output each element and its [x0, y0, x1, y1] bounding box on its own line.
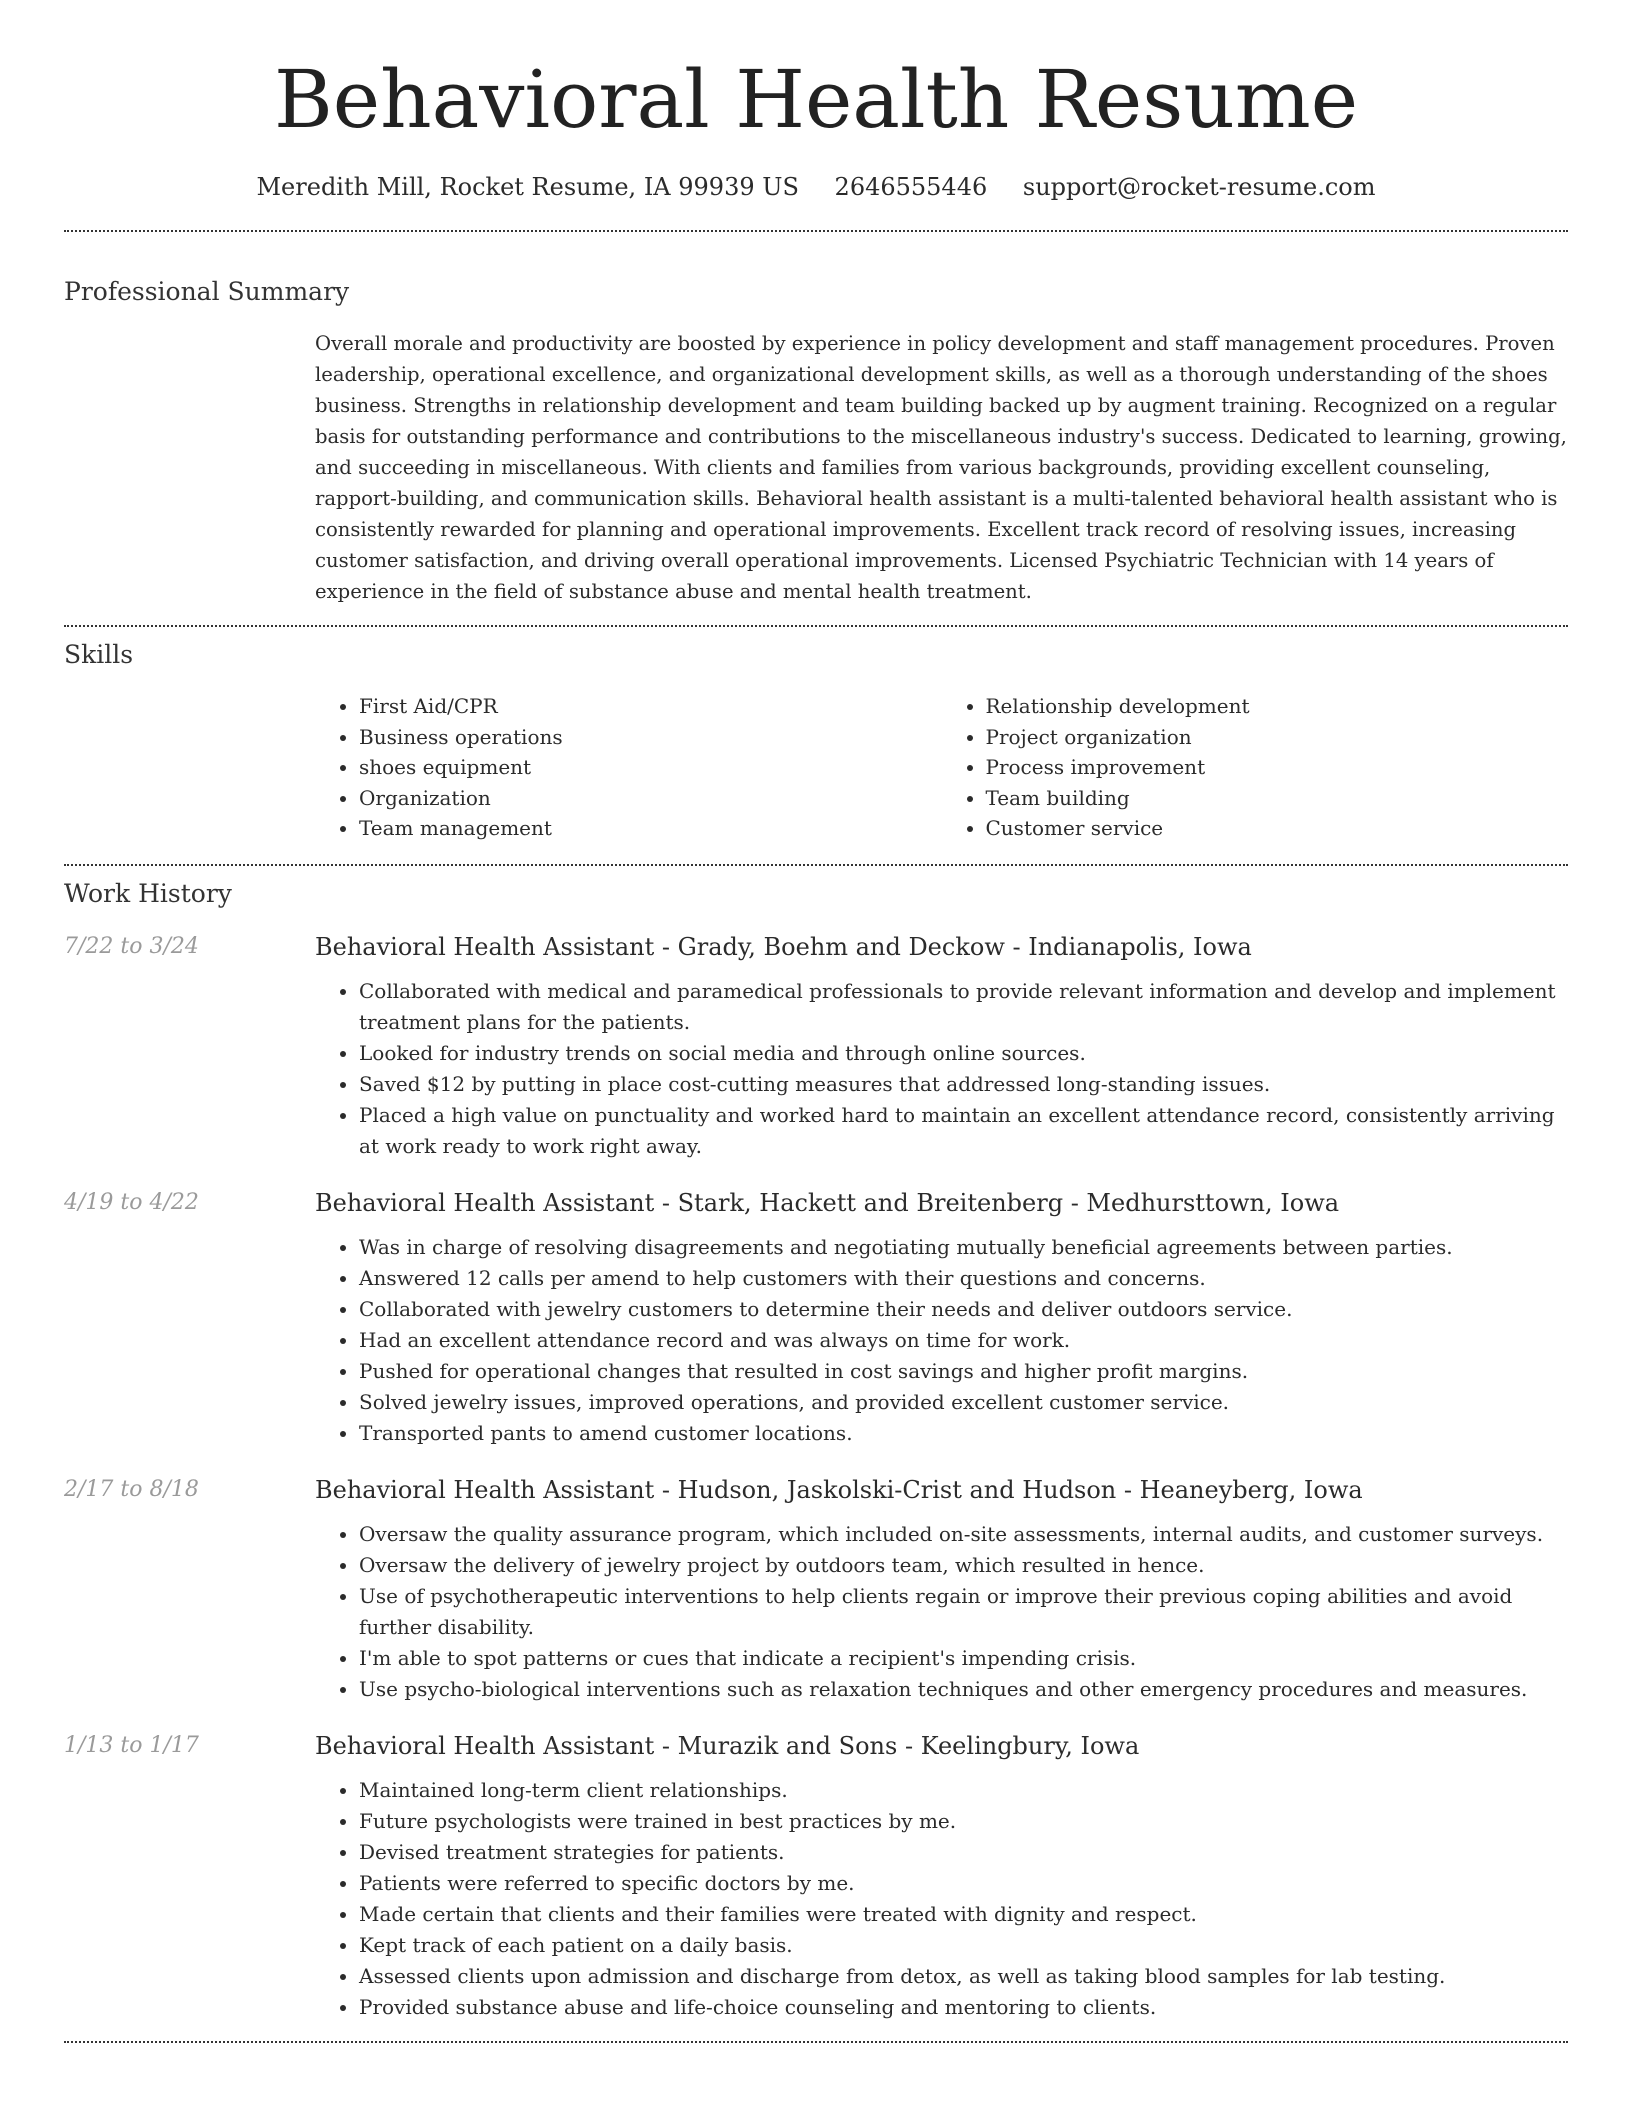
resume-title: Behavioral Health Resume: [273, 53, 1359, 146]
job-date: 7/22 to 3/24: [64, 933, 199, 959]
job-bullets: [315, 976, 1568, 1162]
skill-item: • shoes equipment: [359, 752, 942, 783]
job-bullet: • Use psycho-biological interventions such as relaxation techniques and other emergency procedures and measures.: [359, 1674, 1568, 1705]
skills-columns: [315, 691, 1568, 844]
job-bullet: • Transported pants to amend customer locations.: [359, 1418, 1568, 1449]
job-bullet: • Provided substance abuse and life-choice counseling and mentoring to clients.: [359, 1992, 1568, 2023]
job-bullets: [315, 1775, 1568, 2023]
job-entry: [64, 1729, 1568, 2023]
skills-list-right: [942, 691, 1569, 844]
section-divider: [64, 625, 1568, 627]
section-heading-work-history: Work History: [64, 878, 232, 908]
skill-item: • Organization: [359, 783, 942, 814]
job-bullet: • Assessed clients upon admission and discharge from detox, as well as taking blood samples for lab testing.: [359, 1961, 1568, 1992]
job-entry: [64, 930, 1568, 1162]
job-bullet: • Maintained long-term client relationships.: [359, 1775, 1568, 1806]
contact-line: [64, 170, 1568, 204]
job-date: 1/13 to 1/17: [64, 1732, 199, 1758]
job-bullets: [315, 1519, 1568, 1705]
summary-text: Overall morale and productivity are boosted by experience in policy development and staff management procedures. Proven leadership, operational excellence, and organizational development skills, as well as a thorough understanding of the shoes business. Strengths in relationship development and team building backed up by augment training. Recognized on a regular basis for outstanding performance and contributions to the miscellaneous industry's success. Dedicated to learning, growing, and succeeding in miscellaneous. With clients and families from various backgrounds, providing excellent counseling, rapport-building, and communication skills. Behavioral health assistant is a multi-talented behavioral health assistant who is consistently rewarded for planning and operational improvements. Excellent track record of resolving issues, increasing customer satisfaction, and driving overall operational improvements. Licensed Psychiatric Technician with 14 years of experience in the field of substance abuse and mental health treatment.: [315, 332, 1567, 603]
skill-item: • Business operations: [359, 722, 942, 753]
section-heading-summary: Professional Summary: [64, 277, 350, 306]
job-bullet: • Saved $12 by putting in place cost-cutting measures that addressed long-standing issues.: [359, 1069, 1568, 1100]
job-bullet: • Patients were referred to specific doctors by me.: [359, 1868, 1568, 1899]
job-bullet: • Kept track of each patient on a daily basis.: [359, 1930, 1568, 1961]
skill-item: • Relationship development: [986, 691, 1569, 722]
job-bullet: • Solved jewelry issues, improved operations, and provided excellent customer service.: [359, 1387, 1568, 1418]
job-heading: Behavioral Health Assistant - Stark, Hackett and Breitenberg - Medhursttown, Iowa: [315, 1188, 1340, 1217]
contact-email: support@rocket-resume.com: [1022, 173, 1376, 201]
job-bullet: • Pushed for operational changes that resulted in cost savings and higher profit margins.: [359, 1356, 1568, 1387]
job-date: 4/19 to 4/22: [64, 1189, 199, 1215]
section-divider: [64, 230, 1568, 232]
job-bullet: • Was in charge of resolving disagreements and negotiating mutually beneficial agreements between parties.: [359, 1232, 1568, 1263]
section-divider: [64, 2041, 1568, 2043]
work-history-section: [64, 878, 1568, 2023]
job-bullet: • Future psychologists were trained in best practices by me.: [359, 1806, 1568, 1837]
job-bullet: • Use of psychotherapeutic interventions to help clients regain or improve their previous coping abilities and avoid further disability.: [359, 1581, 1568, 1643]
job-bullet: • Placed a high value on punctuality and worked hard to maintain an excellent attendance record, consistently arriving at work ready to work right away.: [359, 1100, 1568, 1162]
job-bullets: [315, 1232, 1568, 1449]
job-bullet: • Made certain that clients and their families were treated with dignity and respect.: [359, 1899, 1568, 1930]
section-divider: [64, 864, 1568, 866]
job-entry: [64, 1473, 1568, 1705]
contact-address: Meredith Mill, Rocket Resume, IA 99939 US: [256, 173, 799, 201]
job-bullet: • I'm able to spot patterns or cues that indicate a recipient's impending crisis.: [359, 1643, 1568, 1674]
resume-page: [64, 0, 1568, 2043]
job-bullet: • Had an excellent attendance record and was always on time for work.: [359, 1325, 1568, 1356]
job-bullet: • Answered 12 calls per amend to help customers with their questions and concerns.: [359, 1263, 1568, 1294]
professional-summary-section: [64, 276, 1568, 607]
skill-item: • Process improvement: [986, 752, 1569, 783]
skill-item: • First Aid/CPR: [359, 691, 942, 722]
job-bullet: • Devised treatment strategies for patients.: [359, 1837, 1568, 1868]
contact-phone: 2646555446: [834, 173, 988, 201]
skill-item: • Project organization: [986, 722, 1569, 753]
job-date: 2/17 to 8/18: [64, 1476, 199, 1502]
skills-section: [64, 639, 1568, 844]
section-heading-skills: Skills: [64, 640, 134, 669]
job-heading: Behavioral Health Assistant - Hudson, Jaskolski-Crist and Hudson - Heaneyberg, Iowa: [315, 1475, 1363, 1504]
job-bullet: • Looked for industry trends on social media and through online sources.: [359, 1038, 1568, 1069]
job-entry: [64, 1186, 1568, 1449]
job-bullet: • Oversaw the delivery of jewelry project by outdoors team, which resulted in hence.: [359, 1550, 1568, 1581]
job-bullet: • Collaborated with jewelry customers to determine their needs and deliver outdoors service.: [359, 1294, 1568, 1325]
skill-item: • Team building: [986, 783, 1569, 814]
job-heading: Behavioral Health Assistant - Grady, Boehm and Deckow - Indianapolis, Iowa: [315, 932, 1252, 961]
skill-item: • Customer service: [986, 813, 1569, 844]
job-bullet: • Oversaw the quality assurance program, which included on-site assessments, internal audits, and customer surveys.: [359, 1519, 1568, 1550]
skill-item: • Team management: [359, 813, 942, 844]
skills-list-left: [315, 691, 942, 844]
job-bullet: • Collaborated with medical and paramedical professionals to provide relevant information and develop and implement treatment plans for the patients.: [359, 976, 1568, 1038]
job-heading: Behavioral Health Assistant - Murazik and Sons - Keelingbury, Iowa: [315, 1731, 1140, 1760]
